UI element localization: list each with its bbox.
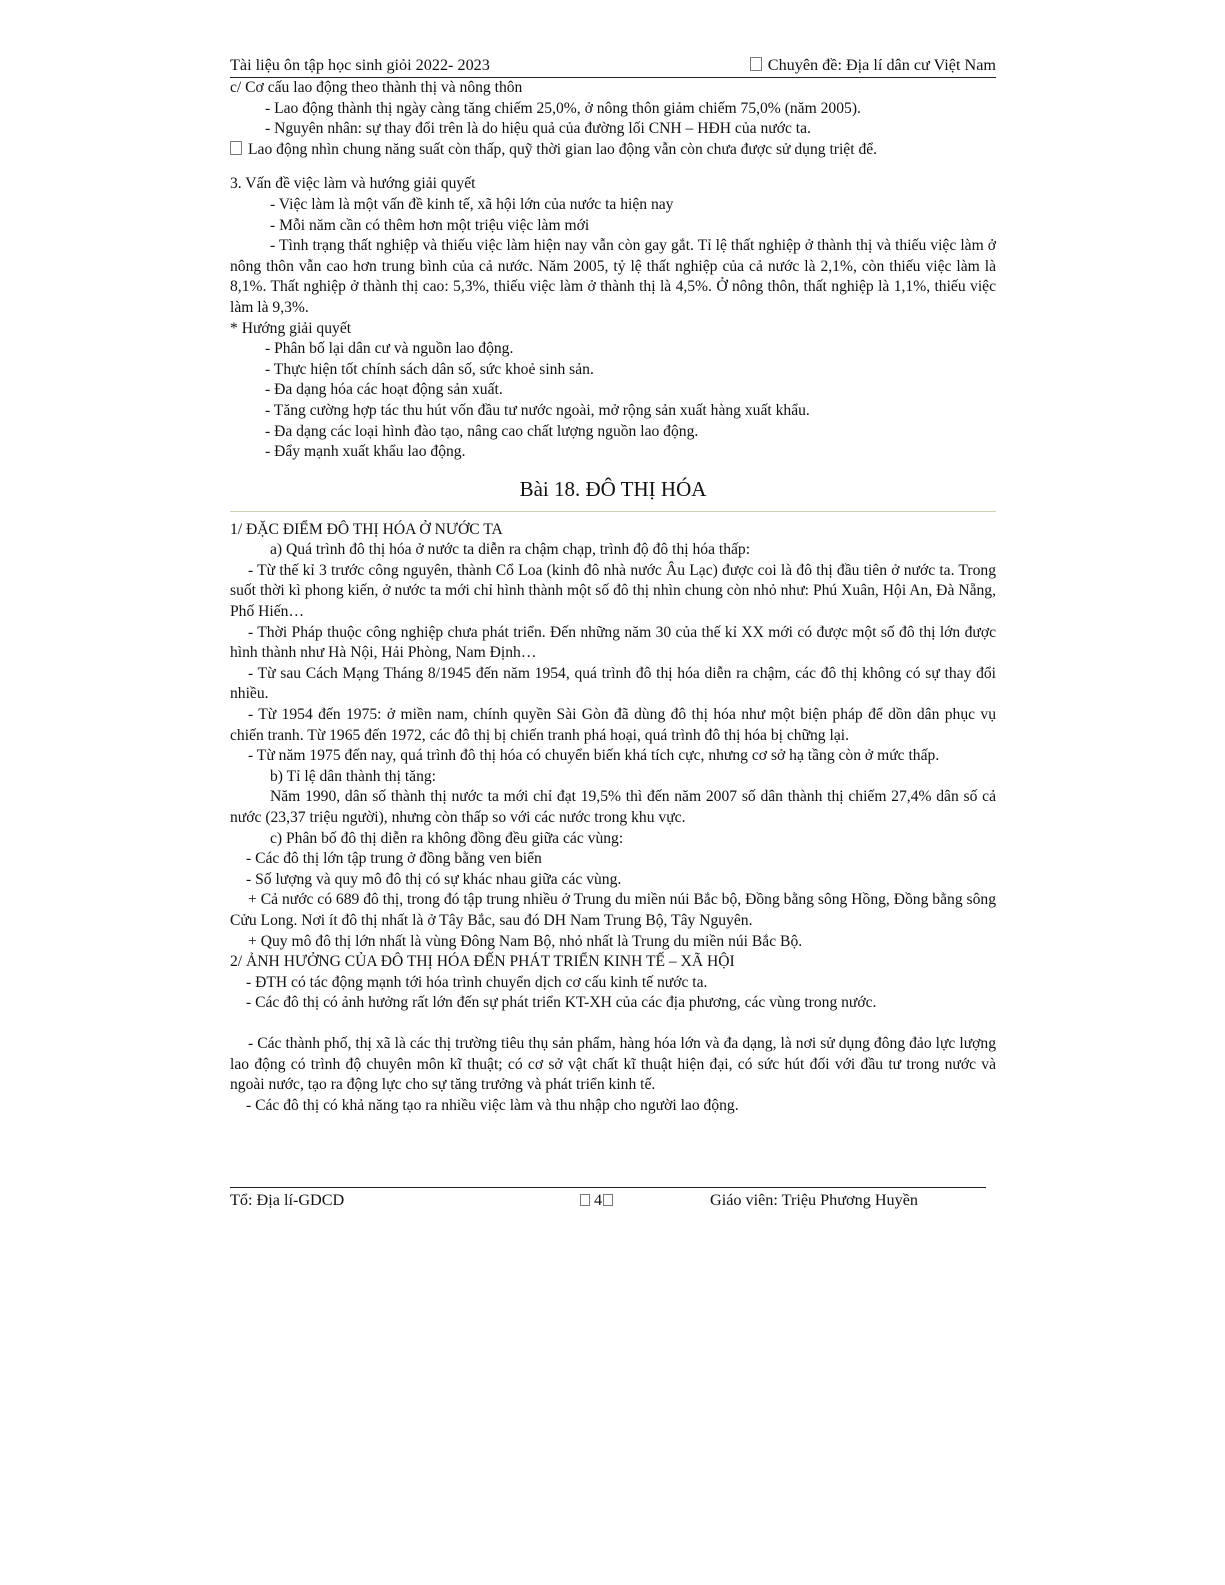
bullet-box-icon — [580, 1194, 590, 1206]
bullet-box-icon — [603, 1194, 613, 1206]
s3-p4: - Từ 1954 đến 1975: ở miền nam, chính quyền Sài Gòn đã dùng đô thị hóa như một biện pháp để dồn dân phục vụ chiến tranh. Từ 1965 đến 1972, các đô thị bị chiến tranh phá hoại, quá trình đô thị hóa bị chững lại. — [230, 706, 996, 744]
s2-item-3: - Đa dạng hóa các hoạt động sản xuất. — [265, 381, 503, 399]
s4-heading: 2/ ẢNH HƯỞNG CỦA ĐÔ THỊ HÓA ĐẾN PHÁT TRIỂN KINH TẾ – XÃ HỘI — [230, 953, 735, 971]
s2-item-4: - Tăng cường hợp tác thu hút vốn đầu tư nước ngoài, mở rộng sản xuất hàng xuất khẩu. — [265, 401, 810, 419]
s1-line-3-wrap — [230, 140, 996, 161]
header-left: Tài liệu ôn tập học sinh giỏi 2022- 2023 — [230, 56, 490, 75]
s1-line-1: - Lao động thành thị ngày càng tăng chiếm 25,0%, ở nông thôn giảm chiếm 75,0% (năm 2005). — [265, 99, 861, 117]
s2-item-5: - Đa dạng các loại hình đào tạo, nâng cao chất lượng nguồn lao động. — [265, 422, 699, 440]
s3-c2: - Số lượng và quy mô đô thị có sự khác nhau giữa các vùng. — [246, 870, 622, 888]
header-right-wrap — [750, 55, 996, 76]
s4-line-1: - ĐTH có tác động mạnh tới hóa trình chuyển dịch cơ cấu kinh tế nước ta. — [246, 973, 708, 991]
s3-p6: Năm 1990, dân số thành thị nước ta mới chỉ đạt 19,5% thì đến năm 2007 số dân thành thị chiếm 27,4% dân số cả nước (23,37 triệu người), nhưng còn thấp so với các nước trong khu vực. — [230, 788, 996, 826]
s4-line-2: - Các đô thị có ảnh hưởng rất lớn đến sự phát triển KT-XH của các địa phương, các vùng trong nước. — [246, 994, 877, 1012]
s3-p2: - Thời Pháp thuộc công nghiệp chưa phát triển. Đến những năm 30 của thế kỉ XX mới có được một số đô thị lớn được hình thành như Hà Nội, Hải Phòng, Nam Định… — [230, 623, 996, 662]
s4-paragraph: - Các thành phố, thị xã là các thị trường tiêu thụ sản phẩm, hàng hóa lớn và đa dạng, là nơi sử dụng đông đảo lực lượng lao động có trình độ chuyên môn kĩ thuật; có cơ sở vật chất kĩ thuật hiện đại, có sức hút đối với đầu tư trong nước và ngoài nước, tạo ra động lực cho sự tăng trưởng và phát triển kinh tế. — [230, 1034, 996, 1094]
s3-p5: - Từ năm 1975 đến nay, quá trình đô thị hóa có chuyển biến khá tích cực, nhưng cơ sở hạ tầng còn ở mức thấp. — [248, 747, 940, 765]
s3-b: b) Tỉ lệ dân thành thị tăng: — [270, 767, 437, 785]
bullet-box-icon — [750, 57, 762, 71]
s3-p7: + Cả nước có 689 đô thị, trong đó tập trung nhiều ở Trung du miền núi Bắc bộ, Đồng bằng sông Hồng, Đồng bằng sông Cửu Long. Nơi ít đô thị nhất là ở Tây Bắc, sau đó DH Nam Trung Bộ, Tây Nguyên. — [230, 891, 996, 929]
s2-item-6: - Đẩy mạnh xuất khẩu lao động. — [265, 443, 466, 461]
s1-heading: c/ Cơ cấu lao động theo thành thị và nông thôn — [230, 79, 523, 96]
page-number: 4 — [594, 1191, 603, 1209]
s2-subheading: * Hướng giải quyết — [230, 319, 352, 337]
spacer — [230, 1014, 996, 1034]
s1-line-3: Lao động nhìn chung năng suất còn thấp, quỹ thời gian lao động vẫn còn chưa được sử dụng triệt để. — [248, 140, 878, 158]
header-right: Chuyên đề: Địa lí dân cư Việt Nam — [767, 56, 996, 75]
s3-c1: - Các đô thị lớn tập trung ở đồng bằng ven biển — [246, 850, 542, 868]
bullet-box-icon — [230, 141, 242, 155]
spacer — [230, 160, 996, 174]
s2-heading: 3. Vấn đề việc làm và hướng giải quyết — [230, 175, 476, 193]
s2-item-1: - Phân bố lại dân cư và nguồn lao động. — [265, 340, 514, 358]
s2-line-1: - Việc làm là một vấn đề kinh tế, xã hội lớn của nước ta hiện nay — [270, 195, 674, 213]
s3-c: c) Phân bố đô thị diễn ra không đồng đều giữa các vùng: — [270, 829, 624, 847]
s3-p1: - Từ thế kỉ 3 trước công nguyên, thành Cổ Loa (kinh đô nhà nước Âu Lạc) được coi là đô thị đầu tiên ở nước ta. Trong suốt thời kì phong kiến, ở nước ta mới chỉ hình thành một số đô thị nhìn chung còn nhỏ như: Phú Xuân, Hội An, Đà Nẵng, Phố Hiến… — [230, 561, 996, 621]
page-header — [230, 52, 996, 78]
footer-page-wrap — [576, 1190, 617, 1211]
s4-line-3: - Các đô thị có khả năng tạo ra nhiều việc làm và thu nhập cho người lao động. — [246, 1096, 739, 1114]
s3-p8: + Quy mô đô thị lớn nhất là vùng Đông Nam Bộ, nhỏ nhất là Trung du miền núi Bắc Bộ. — [248, 932, 803, 950]
footer-right: Giáo viên: Triệu Phương Huyền — [710, 1191, 918, 1209]
s1-line-2: - Nguyên nhân: sự thay đổi trên là do hiệu quả của đường lối CNH – HĐH của nước ta. — [265, 120, 811, 138]
s2-paragraph: - Tình trạng thất nghiệp và thiếu việc làm hiện nay vẫn còn gay gắt. Tỉ lệ thất nghiệp ở thành thị và thiếu việc làm ở nông thôn vẫn cao hơn trung bình của cả nước. Năm 2005, tỷ lệ thất nghiệp của cả nước là 2,1%, còn thiếu việc làm là 8,1%. Thất nghiệp ở thành thị cao: 5,3%, thiếu việc làm ở thành thị là 4,5%. Ở nông thôn, thất nghiệp là 1,1%, thiếu việc làm là 9,3%. — [230, 237, 996, 316]
footer-left: Tổ: Địa lí-GDCD — [230, 1191, 345, 1209]
s3-a: a) Quá trình đô thị hóa ở nước ta diễn ra chậm chạp, trình độ đô thị hóa thấp: — [270, 541, 751, 559]
s2-line-2: - Mỗi năm cần có thêm hơn một triệu việc làm mới — [270, 216, 590, 234]
s3-p3: - Từ sau Cách Mạng Tháng 8/1945 đến năm 1954, quá trình đô thị hóa diễn ra chậm, các đô thị không có sự thay đổi nhiều. — [230, 664, 996, 703]
page-footer — [230, 1187, 986, 1212]
document-page — [230, 52, 996, 1116]
s3-heading: 1/ ĐẶC ĐIỂM ĐÔ THỊ HÓA Ở NƯỚC TA — [230, 520, 503, 538]
s2-item-2: - Thực hiện tốt chính sách dân số, sức khoẻ sinh sản. — [265, 360, 594, 378]
lesson-title: Bài 18. ĐÔ THỊ HÓA — [230, 475, 996, 512]
